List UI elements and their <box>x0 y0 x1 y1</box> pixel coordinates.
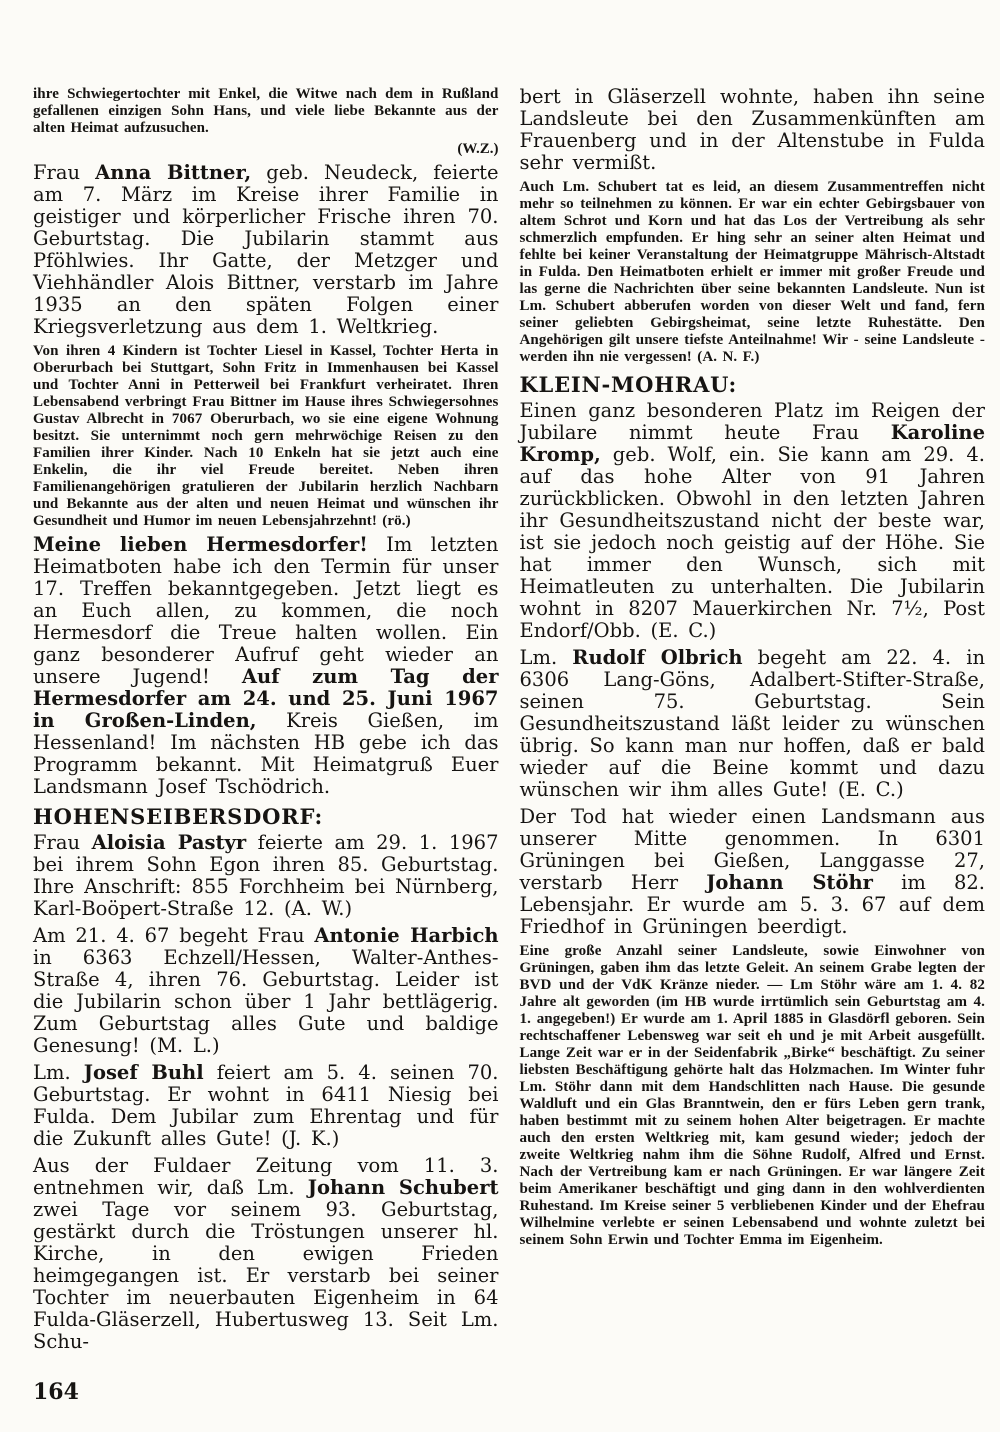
para-aloisia-pastyr: Frau Aloisia Pastyr feierte am 29. 1. 1967 bei ihrem Sohn Egon ihren 85. Geburtstag. Ihre Anschrift: 855 Forchheim bei Nürnberg, Karl-Boöpert-Straße 12. (A. W.) <box>33 831 499 920</box>
signature-wz: (W.Z.) <box>457 141 499 157</box>
para-karoline-kromp: Einen ganz besonderen Platz im Reigen der Jubilare nimmt heute Frau Karoline Kromp, geb. Wolf, ein. Sie kann am 29. 4. auf das hohe Alter von 91 Jahren zurückblicken. Obwohl in den letzten Jahren ihr Gesundheitszustand nicht der beste war, ist sie jedoch noch geistig auf der Höhe. Sie hat immer den Wunsch, sich mit Heimatleuten zu unterhalten. Die Jubilarin wohnt in 8207 Mauerkirchen Nr. 7½, Post Endorf/Obb. (E. C.) <box>519 399 985 642</box>
para-schubert-obituary-small: Auch Lm. Schubert tat es leid, an diesem Zusammentreffen nicht mehr so teilnehmen zu können. Er war ein echter Gebirgsbauer von altem Schrot und Korn und hat das Los der Vertreibung als sehr schmerzlich empfunden. Er hing sehr an seiner alten Heimat und fehlte bei keiner Veranstaltung der Heimatgruppe Mährisch-Altstadt in Fulda. Den Heimatboten erhielt er immer mit großer Freude und las gerne die Nachrichten über seine bekannten Landsleute. Nun ist Lm. Schubert abberufen worden von dieser Welt und fand, fern seiner geliebten Gebirgsheimat, seine letzte Ruhestätte. Den Angehörigen gilt unsere tiefste Anteilnahme! Wir - seine Landsleute - werden ihn nie vergessen! (A. N. F.) <box>519 179 985 365</box>
para-josef-buhl: Lm. Josef Buhl feiert am 5. 4. seinen 70. Geburtstag. Er wohnt in 6411 Niesig bei Fulda. Dem Jubilar zum Ehrentag und für die Zukunft alles Gute! (J. K.) <box>33 1061 499 1150</box>
heading-hohenseibersdorf: HOHENSEIBERSDORF: <box>33 804 324 829</box>
heading-klein-mohrau: KLEIN-MOHRAU: <box>519 372 738 397</box>
para-anna-bittner: Frau Anna Bittner, geb. Neudeck, feierte am 7. März im Kreise ihrer Familie in geistiger und körperlicher Frische ihren 70. Geburtstag. Die Jubilarin stammt aus Pföhlwies. Ihr Gatte, der Metzger und Viehhändler Alois Bittner, verstarb im Jahre 1935 an den späten Folgen einer Kriegsverletzung aus dem 1. Weltkrieg. <box>33 161 499 338</box>
page-number: 164 <box>33 1379 79 1405</box>
left-column <box>33 86 499 1405</box>
para-rudolf-olbrich: Lm. Rudolf Olbrich begeht am 22. 4. in 6306 Lang-Göns, Adalbert-Stifter-Straße, seinen 75. Geburtstag. Sein Gesundheitszustand läßt leider zu wünschen übrig. So kann man nur hoffen, daß er bald wieder auf die Beine kommt und dazu wünschen wir ihm alles Gute! (E. C.) <box>519 646 986 801</box>
right-column <box>520 86 986 1405</box>
para-antonie-harbich: Am 21. 4. 67 begeht Frau Antonie Harbich in 6363 Echzell/Hessen, Walter-Anthes-Straße 4, ihren 76. Geburtstag. Leider ist die Jubilarin schon über 1 Jahr bettlägerig. Zum Geburtstag alles Gute und baldige Genesung! (M. L.) <box>33 924 499 1057</box>
para-stoehr-obituary-small: Eine große Anzahl seiner Landsleute, sowie Einwohner von Grüningen, gaben ihm das letzte Geleit. An seinem Grabe legten der BVD und der VdK Kränze nieder. — Lm Stöhr wäre am 1. 4. 82 Jahre alt geworden (im HB wurde irrtümlich sein Geburtstag am 4. 1. angegeben!) Er wurde am 1. April 1885 in Glasdörfl geboren. Sein rechtschaffener Lebensweg war seit eh und je mit Arbeit ausgefüllt. Lange Zeit war er in der Seidenfabrik „Birke“ beschäftigt. Zu seiner liebsten Beschäftigung gehörte halt das Holzmachen. Im Winter fuhr Lm. Stöhr dann mit dem Handschlitten nach Hause. Die gesunde Waldluft und ein Glas Branntwein, den er fürs Leben gern trank, haben bestimmt mit zu seinem hohen Alter beigetragen. Er machte auch den ersten Weltkrieg mit, kam gesund wieder; jedoch der zweite Weltkrieg nahm ihm die Söhne Rudolf, Alfred und Ernst. Nach der Vertreibung kam er nach Grüningen. Er war längere Zeit beim Amerikaner beschäftigt und ging dann in den wohlverdienten Ruhestand. Im Kreise seiner 5 verbliebenen Kinder und der Ehefrau Wilhelmine verlebte er seinen Lebensabend und wohnte zuletzt bei seinem Sohn Erwin und Tochter Emma im Eigenheim. <box>519 943 985 1248</box>
note-continuation: ihre Schwiegertochter mit Enkel, die Witwe nach dem in Rußland gefallenen einzigen Sohn Hans, und viele liebe Bekannte aus der alten Heimat aufzusuchen. <box>33 86 499 136</box>
para-johann-schubert: Aus der Fuldaer Zeitung vom 11. 3. entnehmen wir, daß Lm. Johann Schubert zwei Tage vor seinem 93. Geburtstag, gestärkt durch die Tröstungen unserer hl. Kirche, in den ewigen Frieden heimgegangen ist. Er verstarb bei seiner Tochter im neuerbauten Eigenheim in 64 Fulda-Gläserzell, Hubertusweg 13. Seit Lm. Schu- <box>33 1154 499 1353</box>
para-bittner-family-small: Von ihren 4 Kindern ist Tochter Liesel in Kassel, Tochter Herta in Oberurbach bei Stuttgart, Sohn Fritz in Immenhausen bei Kassel und Tochter Anni in Petterweil bei Frankfurt verheiratet. Ihren Lebensabend verbringt Frau Bittner im Hause ihres Schwiegersohnes Gustav Albrecht in 7067 Oberurbach, wo sie eine eigene Wohnung besitzt. Sie unternimmt noch gern mehrwöchige Reisen zu den Familien ihrer Kinder. Nach 10 Enkeln hat sie jetzt auch eine Enkelin, die ihr viel Freude bereitet. Neben ihren Familienangehörigen gratulieren der Jubilarin herzlich Nachbarn und Bekannte aus der alten und neuen Heimat und wünschen ihr Gesundheit und Humor im neuen Lebensjahrzehnt! (rö.) <box>33 343 499 529</box>
para-schubert-continued: bert in Gläserzell wohnte, haben ihn seine Landsleute bei den Zusammenkünften am Frauenberg und in der Altenstube in Fulda sehr vermißt. <box>519 85 985 174</box>
two-column-layout <box>33 86 985 1405</box>
para-johann-stoehr: Der Tod hat wieder einen Landsmann aus unserer Mitte genommen. In 6301 Grüningen bei Gießen, Langgasse 27, verstarb Herr Johann Stöhr im 82. Lebensjahr. Er wurde am 5. 3. 67 auf dem Friedhof in Grüningen beerdigt. <box>519 805 985 938</box>
para-hermesdorfer-call: Meine lieben Hermesdorfer! Im letzten Heimatboten habe ich den Termin für unser 17. Treffen bekanntgegeben. Jetzt liegt es an Euch allen, zu kommen, die noch Hermesdorf die Treue halten wollen. Ein ganz besonderer Aufruf geht wieder an unsere Jugend! Auf zum Tag der Hermesdorfer am 24. und 25. Juni 1967 in Großen-Linden, Kreis Gießen, im Hessenland! Im nächsten HB gebe ich das Programm bekannt. Mit Heimatgruß Euer Landsmann Josef Tschödrich. <box>33 533 499 798</box>
